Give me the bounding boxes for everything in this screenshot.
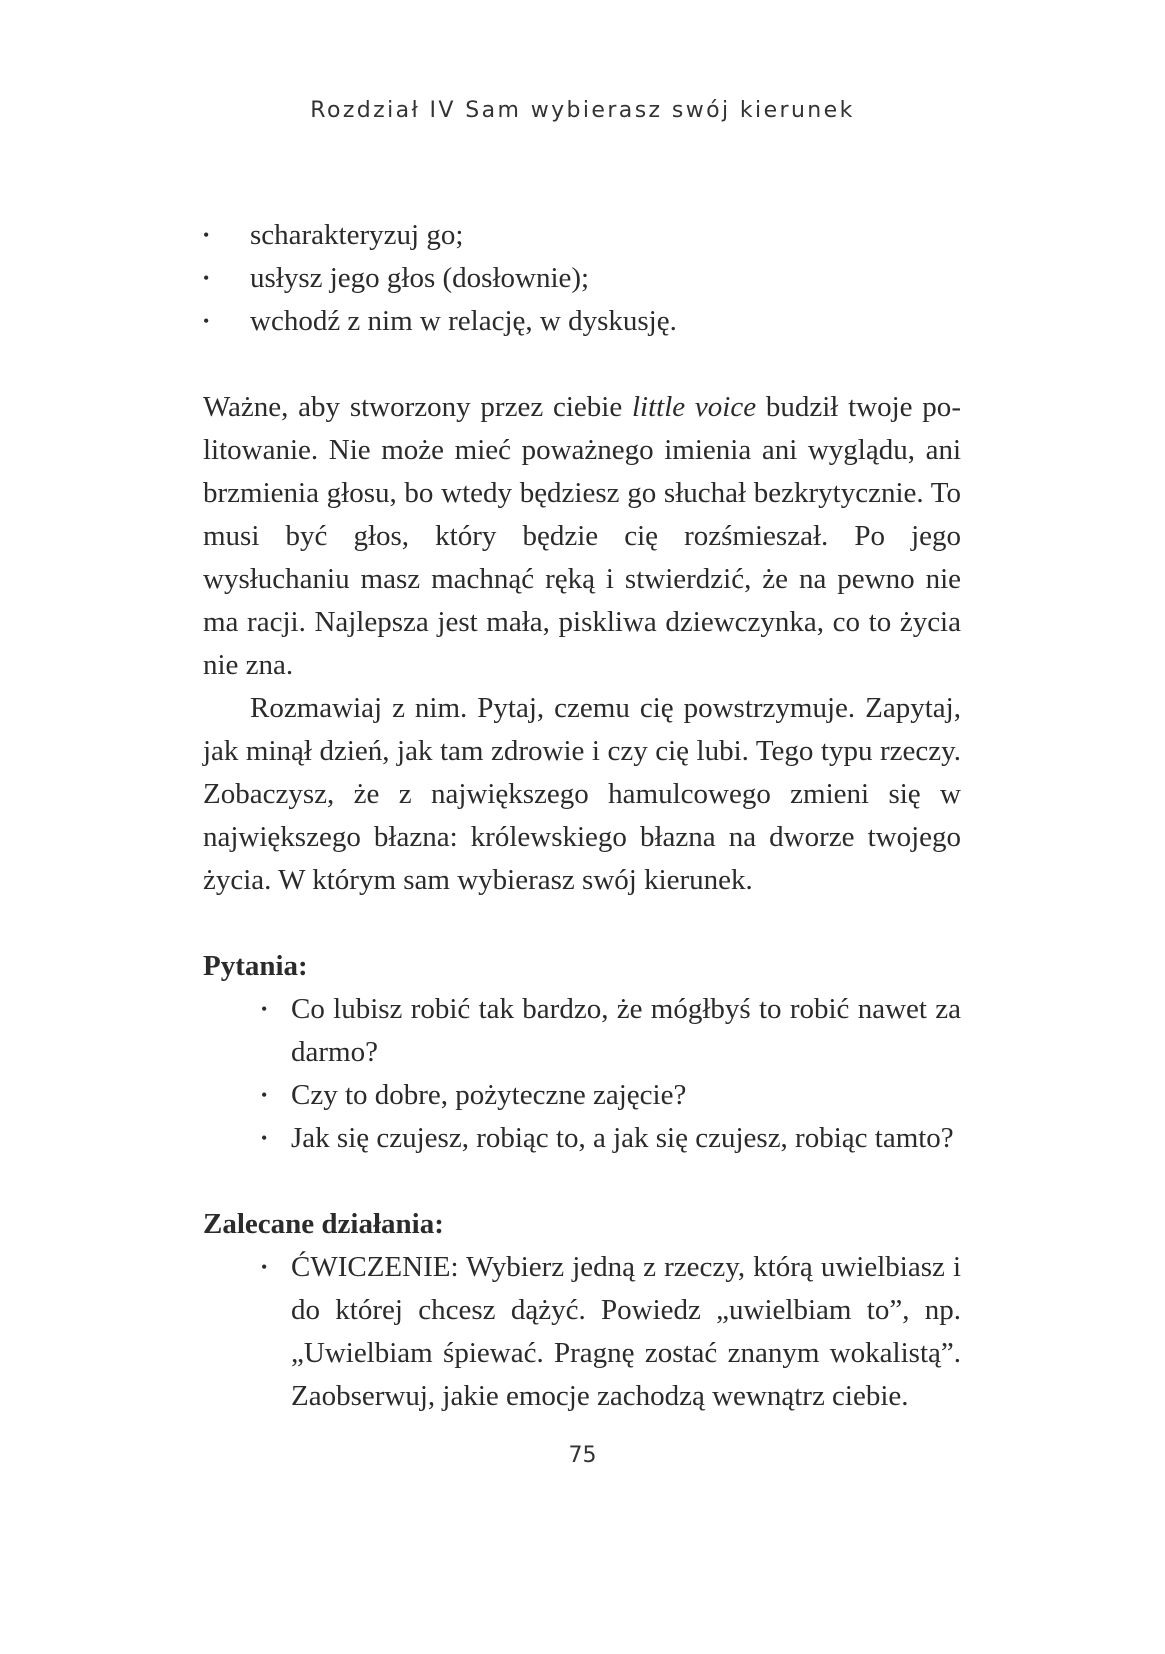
running-header: Rozdział IV Sam wybierasz swój kierunek <box>310 98 855 123</box>
page-number: 75 <box>568 1443 597 1468</box>
paragraph-text: Ważne, aby stworzony przez ciebie <box>203 391 632 423</box>
paragraph-text: budził twoje politowanie. Nie może mieć poważnego imienia ani wyglądu, ani brzmienia głosu, bo wtedy będziesz go słuchał bezkrytycznie. To musi być głos, który będzie cię rozśmieszał. Po jego wysłuchaniu masz machnąć ręką i stwierdzić, że na pewno nie ma racji. Najlepsza jest mała, piskliwa dziewczynka, co to życia nie zna. <box>203 391 961 681</box>
list-item: • wchodź z nim w relację, w dyskusję. <box>203 300 961 343</box>
list-item: • Czy to dobre, pożyteczne zajęcie? <box>203 1074 961 1117</box>
list-item: • Co lubisz robić tak bardzo, że mógłbyś to robić nawet za darmo? <box>203 988 961 1074</box>
questions-list <box>203 988 961 1160</box>
list-item: • scharakteryzuj go; <box>203 214 961 257</box>
actions-list <box>203 1246 961 1418</box>
list-item: • Jak się czujesz, robiąc to, a jak się czujesz, robiąc tamto? <box>203 1117 961 1160</box>
italic-term: little voice <box>631 391 757 423</box>
questions-heading: Pytania: <box>203 950 308 982</box>
paragraph-talk-to-it: Rozmawiaj z nim. Pytaj, czemu cię powstrzymuje. Zapytaj, jak minął dzień, jak tam zdrowie i czy cię lubi. Tego typu rzeczy. Zobaczysz, że z największego hamulcowego zmieni się w największego błazna: królewskiego błazna na dworze twojego życia. W którym sam wybierasz swój kierunek. <box>203 692 961 896</box>
page-body <box>203 214 961 1418</box>
paragraph-little-voice <box>203 386 961 687</box>
list-item: • usłysz jego głos (dosłownie); <box>203 257 961 300</box>
list-item: • ĆWICZENIE: Wybierz jedną z rzeczy, którą uwielbiasz i do której chcesz dążyć. Powiedz „uwielbiam to”, np. „Uwielbiam śpiewać. Pragnę zostać znanym wokalistą”. Zaobserwuj, jakie emocje zachodzą wewnątrz ciebie. <box>203 1246 961 1418</box>
intro-bullet-list <box>203 214 961 343</box>
actions-heading: Zalecane działania: <box>203 1208 444 1240</box>
